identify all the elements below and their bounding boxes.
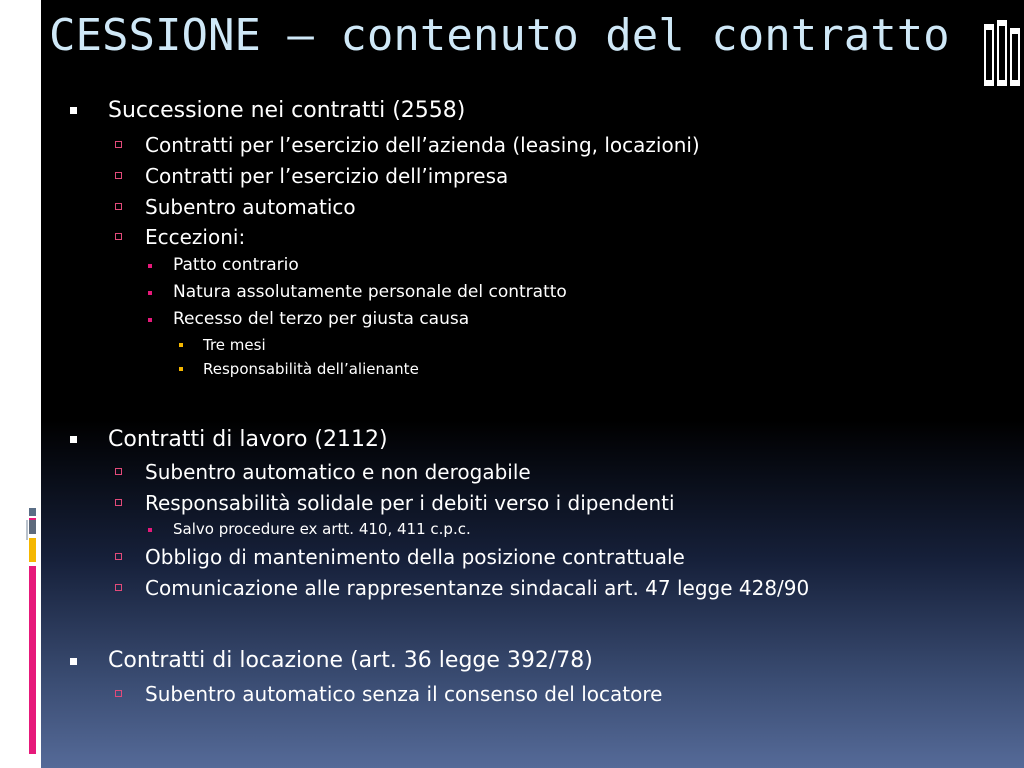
list-item: Responsabilità solidale per i debiti verso i dipendenti: [145, 491, 675, 515]
bullet-hollow: [115, 690, 122, 697]
bullet-yellow: [179, 367, 183, 371]
list-subitem: Salvo procedure ex artt. 410, 411 c.p.c.: [173, 520, 471, 538]
list-item: Subentro automatico e non derogabile: [145, 460, 531, 484]
section-heading: Contratti di lavoro (2112): [108, 427, 388, 452]
list-item: Obbligo di mantenimento della posizione contrattuale: [145, 545, 685, 569]
decor-bar: [29, 520, 36, 534]
bullet-square: [70, 107, 77, 114]
bullet-hollow: [115, 233, 122, 240]
bullet-hollow: [115, 141, 122, 148]
decor-bar: [26, 520, 28, 540]
list-subsubitem: Responsabilità dell’alienante: [203, 360, 419, 378]
section-heading: Successione nei contratti (2558): [108, 98, 466, 123]
list-item: Contratti per l’esercizio dell’impresa: [145, 164, 509, 188]
bullet-pink: [148, 291, 152, 295]
bullet-yellow: [179, 343, 183, 347]
bullet-pink: [148, 264, 152, 268]
bullet-content: [41, 0, 1024, 768]
bullet-pink: [148, 528, 152, 532]
list-subsubitem: Tre mesi: [203, 336, 266, 354]
bullet-hollow: [115, 499, 122, 506]
bullet-pink: [148, 318, 152, 322]
list-item: Subentro automatico: [145, 195, 356, 219]
slide: [41, 0, 1024, 768]
list-subitem: Patto contrario: [173, 255, 299, 275]
bullet-square: [70, 436, 77, 443]
slide-title: CESSIONE – contenuto del contratto: [49, 10, 950, 61]
decor-bar: [29, 566, 36, 754]
list-item: Eccezioni:: [145, 225, 246, 249]
list-subitem: Recesso del terzo per giusta causa: [173, 309, 470, 329]
section-heading: Contratti di locazione (art. 36 legge 392/78): [108, 648, 593, 673]
bullet-hollow: [115, 468, 122, 475]
left-sidebar-strip: [0, 0, 41, 768]
bullet-hollow: [115, 553, 122, 560]
decor-bar: [29, 508, 36, 516]
list-item: Comunicazione alle rappresentanze sindacali art. 47 legge 428/90: [145, 576, 810, 600]
decor-bar: [29, 538, 36, 562]
list-item: Contratti per l’esercizio dell’azienda (leasing, locazioni): [145, 133, 700, 157]
bullet-hollow: [115, 172, 122, 179]
bullet-hollow: [115, 203, 122, 210]
list-subitem: Natura assolutamente personale del contratto: [173, 282, 567, 302]
bullet-square: [70, 658, 77, 665]
list-item: Subentro automatico senza il consenso del locatore: [145, 682, 663, 706]
bullet-hollow: [115, 584, 122, 591]
